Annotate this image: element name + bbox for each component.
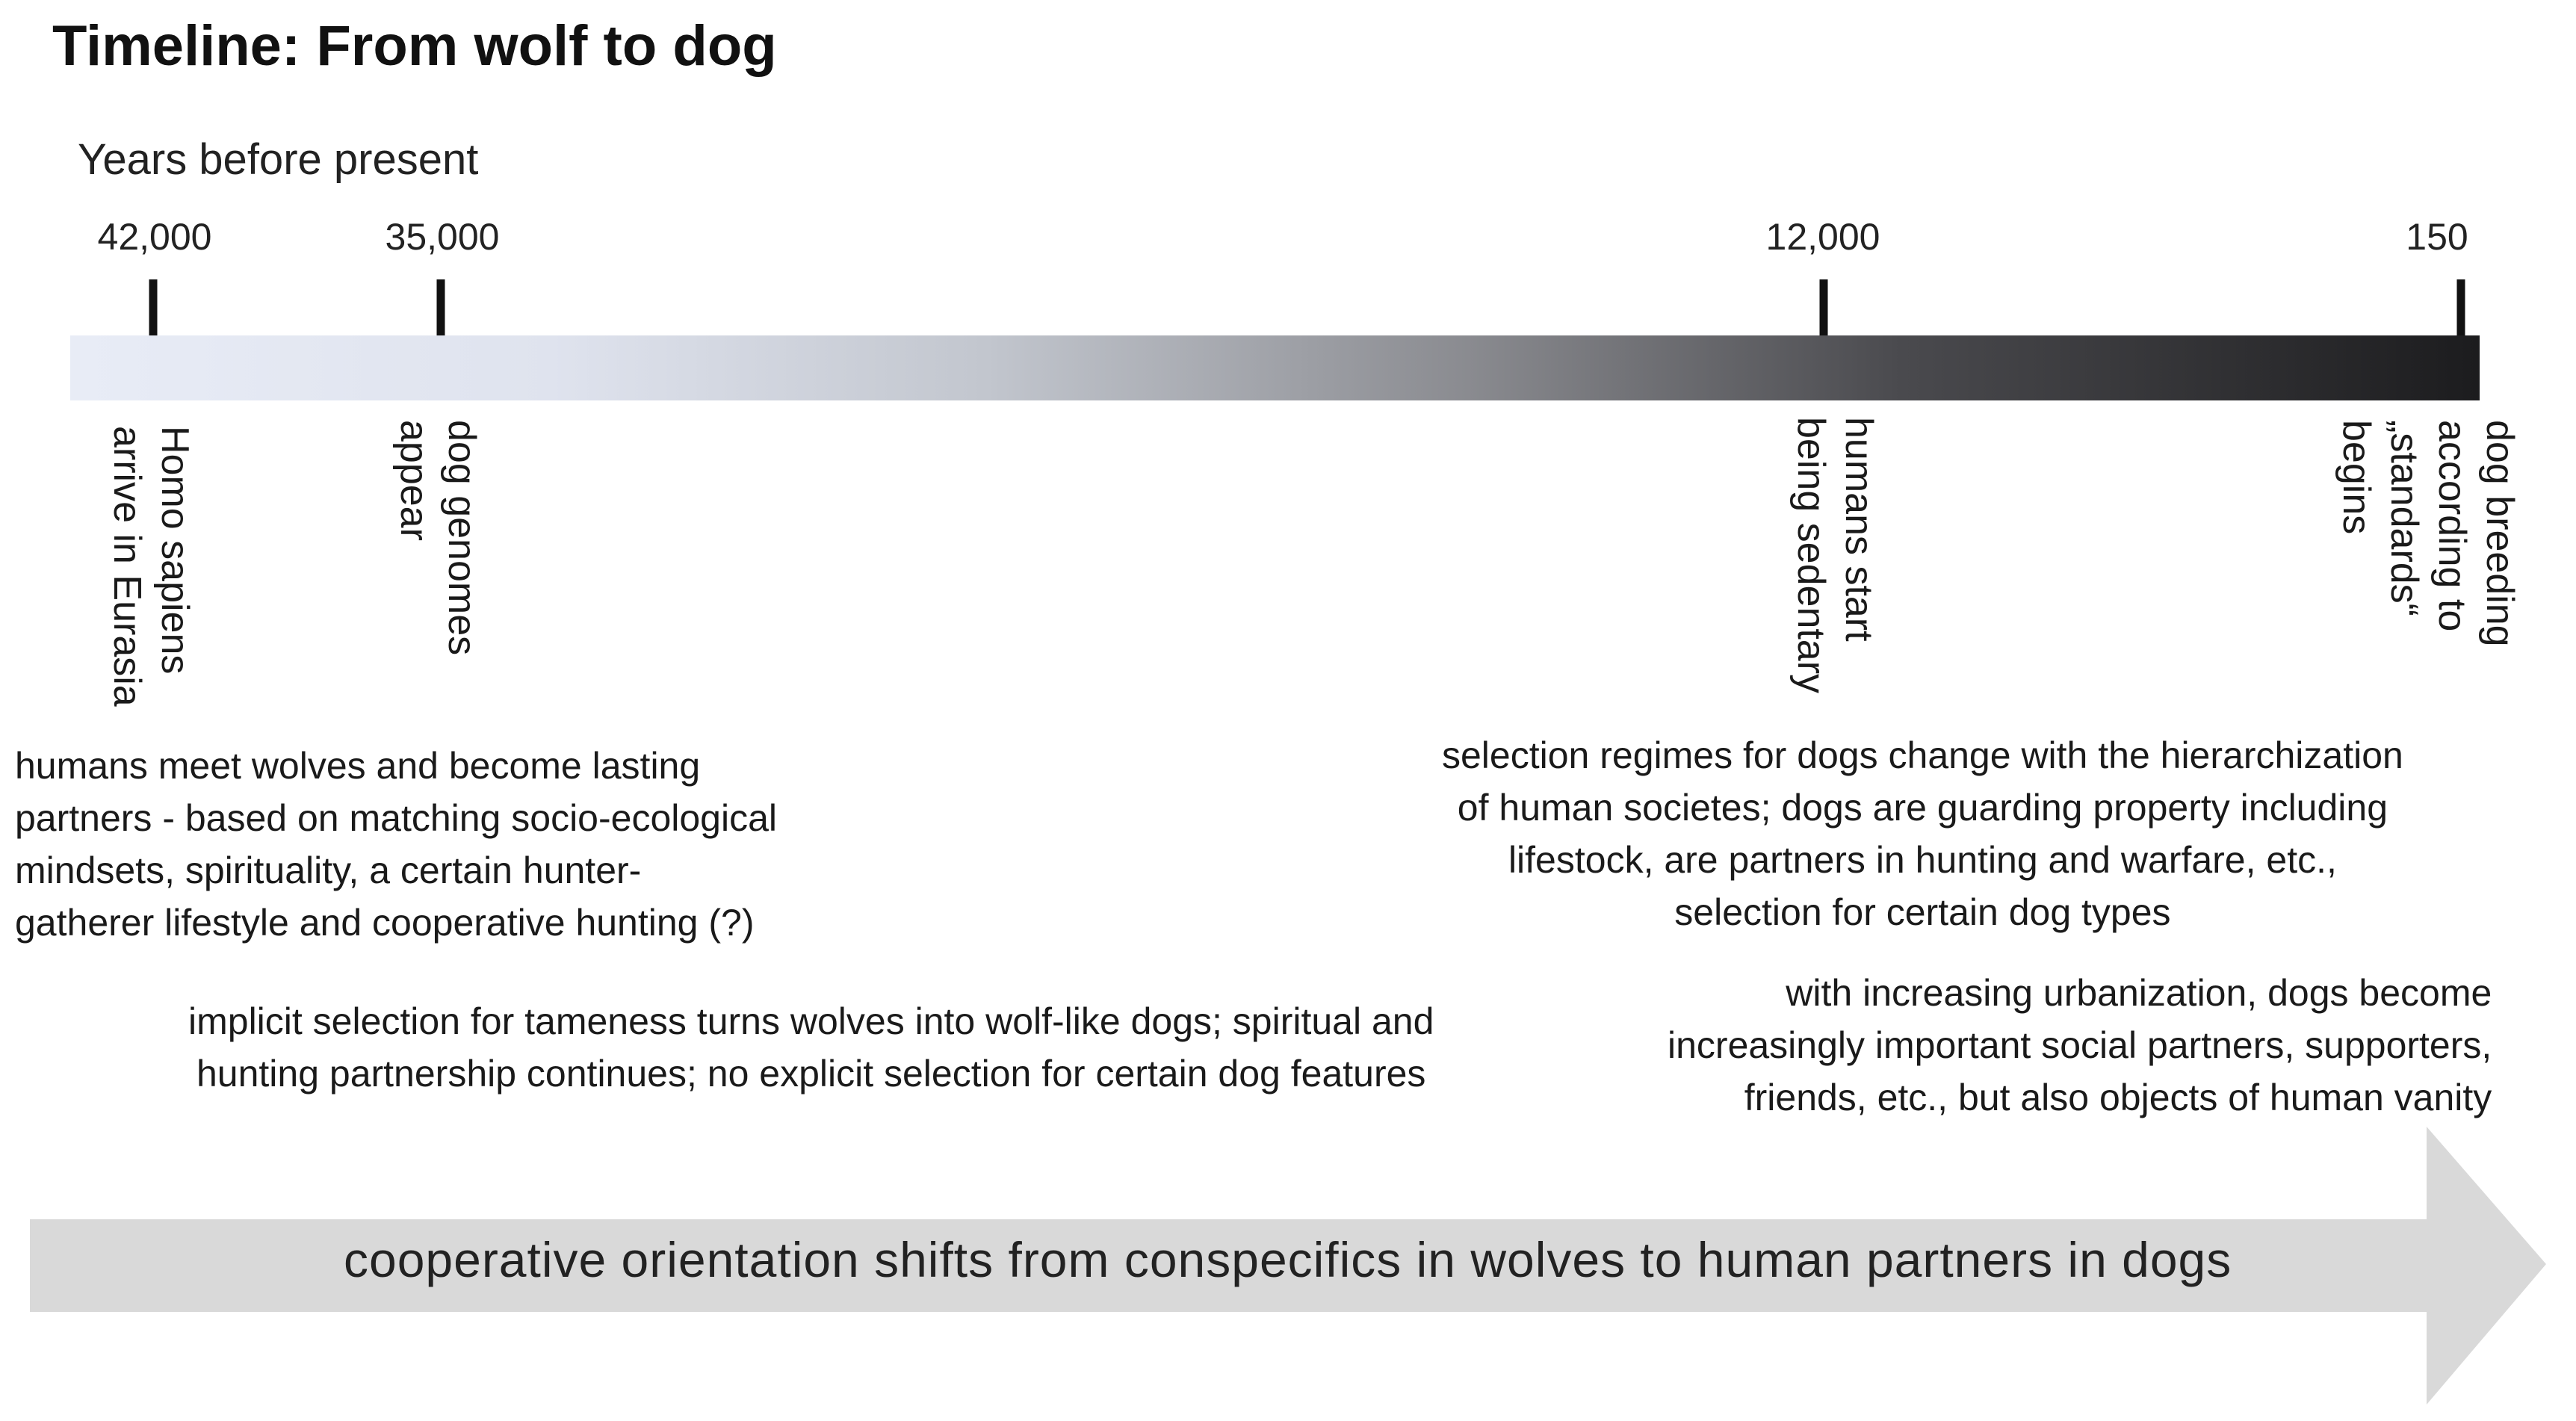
description-sedentary-selection: selection regimes for dogs change with the hierarchization of human societes; dogs are guarding property including lifestock, are partners in hunting and warfare, etc., selection for certain dog types <box>1442 734 2403 933</box>
event-label-homo-sapiens: Homo sapiens arrive in Eurasia <box>105 426 196 707</box>
arrow-text: cooperative orientation shifts from conspecifics in wolves to human partners in dogs <box>344 1232 2232 1287</box>
tick-label-12000: 12,000 <box>1765 216 1880 258</box>
event-label-sedentary: humans start being sedentary <box>1789 417 1880 694</box>
axis-label: Years before present <box>78 135 479 184</box>
event-label-dog-genomes: dog genomes appear <box>392 420 483 656</box>
tick-label-42000: 42,000 <box>97 216 212 258</box>
tick-label-150: 150 <box>2406 216 2468 258</box>
event-label-dog-breeding: dog breeding according to „standards“ begins <box>2335 420 2521 647</box>
description-early-partnership: humans meet wolves and become lasting partners - based on matching socio-ecological mindsets, spirituality, a certain hunter- gatherer lifestyle and cooperative hunting (?) <box>15 745 777 944</box>
description-urbanization: with increasing urbanization, dogs become increasingly important social partners, supporters, friends, etc., but also objects of human vanity <box>1668 972 2492 1118</box>
tick-label-35000: 35,000 <box>385 216 500 258</box>
page-title: Timeline: From wolf to dog <box>52 14 777 78</box>
description-implicit-selection: implicit selection for tameness turns wolves into wolf-like dogs; spiritual and hunting partnership continues; no explicit selection for certain dog features <box>188 1000 1434 1095</box>
